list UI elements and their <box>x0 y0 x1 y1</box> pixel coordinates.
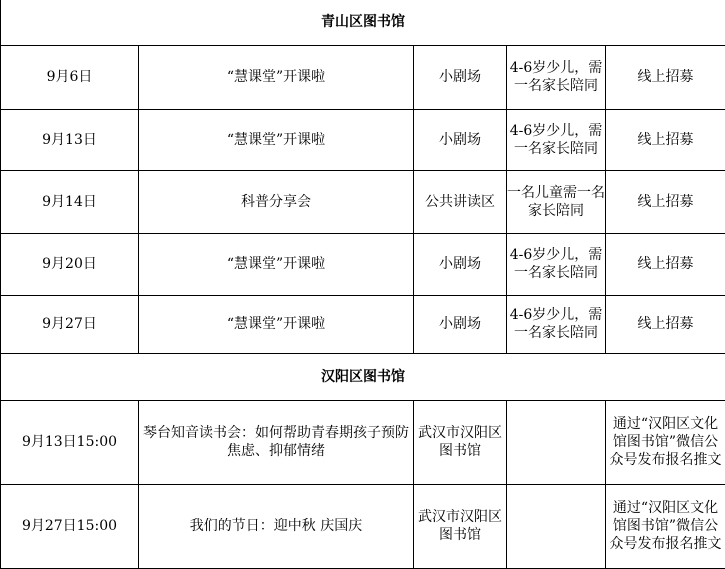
requirement-cell: 4-6岁少儿，需一名家长陪同 <box>507 109 606 170</box>
requirement-cell <box>507 400 606 484</box>
table-row <box>1 295 725 353</box>
section-title-qingshan: 青山区图书馆 <box>1 0 725 45</box>
signup-cell: 通过“汉阳区文化馆图书馆”微信公众号发布报名推文 <box>606 484 725 568</box>
signup-cell: 通过“汉阳区文化馆图书馆”微信公众号发布报名推文 <box>606 400 725 484</box>
signup-cell: 线上招募 <box>606 45 725 109</box>
section-header-row <box>1 353 725 400</box>
venue-cell: 小剧场 <box>414 45 507 109</box>
date-cell: 9月14日 <box>1 170 139 233</box>
activity-cell: “慧课堂”开课啦 <box>139 295 414 353</box>
requirement-cell: 一名儿童需一名家长陪同 <box>507 170 606 233</box>
activity-cell: 琴台知音读书会：如何帮助青春期孩子预防焦虑、抑郁情绪 <box>139 400 414 484</box>
venue-cell: 小剧场 <box>414 233 507 295</box>
activity-cell: 科普分享会 <box>139 170 414 233</box>
venue-cell: 武汉市汉阳区图书馆 <box>414 484 507 568</box>
requirement-cell: 4-6岁少儿，需一名家长陪同 <box>507 233 606 295</box>
venue-cell: 公共讲读区 <box>414 170 507 233</box>
activity-cell: “慧课堂”开课啦 <box>139 109 414 170</box>
date-cell: 9月27日 <box>1 295 139 353</box>
table-row <box>1 484 725 568</box>
signup-cell: 线上招募 <box>606 233 725 295</box>
signup-cell: 线上招募 <box>606 295 725 353</box>
signup-cell: 线上招募 <box>606 170 725 233</box>
table-row <box>1 45 725 109</box>
activity-cell: “慧课堂”开课啦 <box>139 233 414 295</box>
table-row <box>1 109 725 170</box>
section-header-row <box>1 0 725 45</box>
venue-cell: 小剧场 <box>414 109 507 170</box>
requirement-cell: 4-6岁少儿，需一名家长陪同 <box>507 45 606 109</box>
activity-cell: “慧课堂”开课啦 <box>139 45 414 109</box>
section-title-hanyang: 汉阳区图书馆 <box>1 353 725 400</box>
requirement-cell <box>507 484 606 568</box>
activity-cell: 我们的节日：迎中秋 庆国庆 <box>139 484 414 568</box>
date-cell: 9月6日 <box>1 45 139 109</box>
date-cell: 9月20日 <box>1 233 139 295</box>
table-row <box>1 400 725 484</box>
venue-cell: 武汉市汉阳区图书馆 <box>414 400 507 484</box>
table-row <box>1 170 725 233</box>
table-row <box>1 233 725 295</box>
date-cell: 9月13日 <box>1 109 139 170</box>
venue-cell: 小剧场 <box>414 295 507 353</box>
requirement-cell: 4-6岁少儿，需一名家长陪同 <box>507 295 606 353</box>
signup-cell: 线上招募 <box>606 109 725 170</box>
date-cell: 9月27日15:00 <box>1 484 139 568</box>
date-cell: 9月13日15:00 <box>1 400 139 484</box>
